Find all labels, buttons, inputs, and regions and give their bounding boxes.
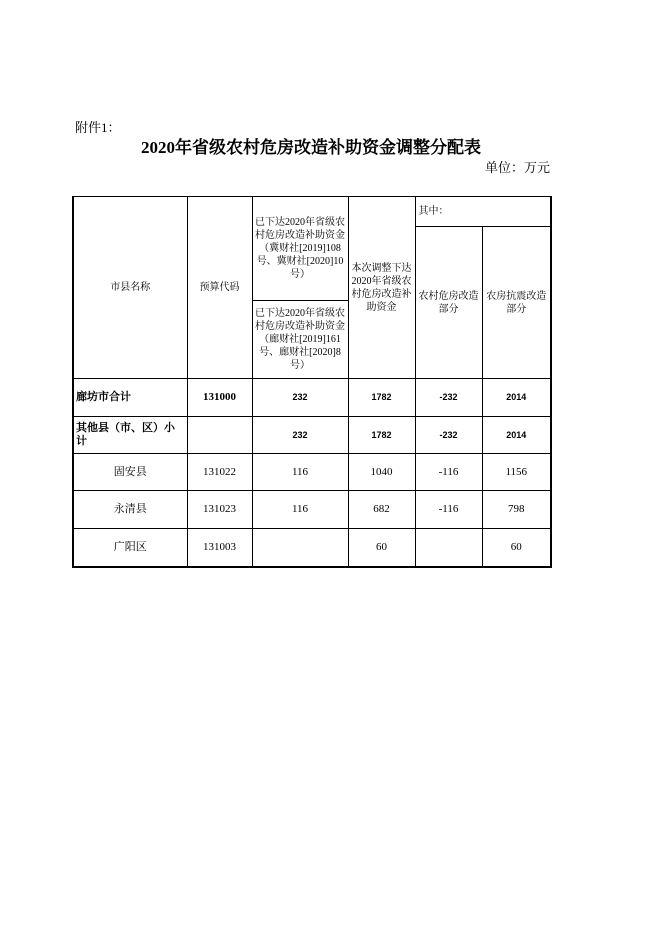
unit-label: 单位：万元 [484, 160, 550, 175]
header-name: 市县名称 [73, 197, 187, 379]
header-issued-city [252, 301, 348, 379]
header-line: 号） [290, 269, 310, 280]
cell-rural: -232 [415, 379, 482, 417]
header-line: 助资金 [366, 301, 397, 313]
cell-issued [252, 529, 348, 567]
header-line: 已下达2020年省级农 [255, 217, 345, 228]
cell-quake: 60 [482, 529, 551, 567]
header-line: 号、廊财社[2020]8 [259, 347, 341, 358]
table-row [73, 417, 551, 454]
header-of-which: 其中： [415, 197, 551, 227]
header-code: 预算代码 [187, 197, 252, 379]
cell-name: 固安县 [73, 454, 187, 491]
cell-code: 131022 [187, 454, 252, 491]
header-line: 村危房改造补助资金 [255, 230, 345, 241]
table-row [73, 529, 551, 567]
cell-issued: 232 [252, 417, 348, 454]
header-line: 农房抗震改造 [486, 290, 547, 302]
header-line: 部分 [506, 303, 527, 315]
table-row [73, 491, 551, 529]
cell-issued: 232 [252, 379, 348, 417]
cell-rural [415, 529, 482, 567]
cell-adjust: 1040 [348, 454, 415, 491]
table-row [73, 379, 551, 417]
header-line: 本次调整下达 [351, 262, 412, 274]
header-line: 已下达2020年省级农 [255, 308, 345, 319]
cell-code [187, 417, 252, 454]
cell-code: 131023 [187, 491, 252, 529]
page-title: 2020年省级农村危房改造补助资金调整分配表 [141, 138, 481, 157]
cell-issued: 116 [252, 454, 348, 491]
cell-code: 131000 [187, 379, 252, 417]
cell-quake: 2014 [482, 417, 551, 454]
cell-quake: 1156 [482, 454, 551, 491]
header-row [73, 197, 551, 227]
cell-name: 其他县（市、区）小计 [73, 417, 187, 454]
table-row [73, 454, 551, 491]
cell-adjust: 1782 [348, 379, 415, 417]
header-line: 村危房改造补助资金 [255, 321, 345, 332]
cell-name: 广阳区 [73, 529, 187, 567]
cell-issued: 116 [252, 491, 348, 529]
cell-quake: 798 [482, 491, 551, 529]
header-line: 号、冀财社[2020]10 [256, 256, 344, 267]
header-issued-province [252, 197, 348, 301]
cell-rural: -232 [415, 417, 482, 454]
header-line: 号） [290, 360, 310, 371]
cell-code: 131003 [187, 529, 252, 567]
header-line: 部分 [438, 303, 459, 315]
cell-name: 廊坊市合计 [73, 379, 187, 417]
cell-adjust: 60 [348, 529, 415, 567]
cell-adjust: 1782 [348, 417, 415, 454]
allocation-table [72, 196, 552, 568]
header-line: 村危房改造补 [351, 288, 412, 300]
header-line: （冀财社[2019]108 [259, 243, 341, 254]
header-line: 农村危房改造 [418, 290, 479, 302]
cell-name: 永清县 [73, 491, 187, 529]
header-line: 2020年省级农 [351, 275, 412, 287]
cell-adjust: 682 [348, 491, 415, 529]
attachment-label: 附件1： [75, 120, 121, 135]
header-adjust [348, 197, 415, 379]
header-rural [415, 227, 482, 379]
header-line: （廊财社[2019]161 [259, 334, 341, 345]
cell-quake: 2014 [482, 379, 551, 417]
cell-rural: -116 [415, 454, 482, 491]
header-quake [482, 227, 551, 379]
cell-rural: -116 [415, 491, 482, 529]
